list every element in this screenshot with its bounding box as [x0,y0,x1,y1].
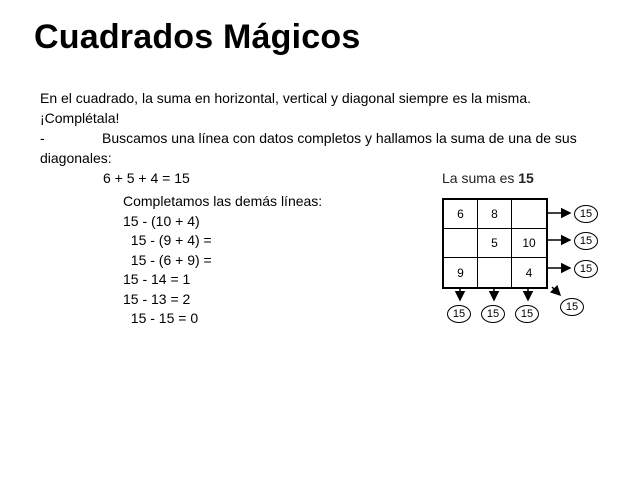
col-sum-oval: 15 [481,305,505,323]
grid-cell: 6 [444,200,478,229]
grid-cell: 5 [478,229,512,258]
step-line: 15 - 15 = 0 [123,310,199,326]
grid-cell [512,200,546,229]
col-sum-oval: 15 [515,305,539,323]
step-line: 15 - (6 + 9) = [123,251,212,268]
bullet-text: Buscamos una línea con datos completos y hallamos la suma de una de sus [102,130,577,146]
grid-cell [444,229,478,258]
sum-label: La suma es 15 [442,170,534,186]
step-line: 15 - 13 = 2 [123,290,191,307]
bullet-marker: - [40,130,45,146]
row-sum-oval: 15 [574,232,598,250]
bullet-continuation: diagonales: [40,150,112,166]
row-sum-oval: 15 [574,205,598,223]
grid-cell [478,258,512,287]
col-sum-oval: 15 [447,305,471,323]
row-sum-oval: 15 [574,260,598,278]
intro-line-2: ¡Complétala! [40,110,120,126]
slide-title: Cuadrados Mágicos [34,18,361,56]
sum-value: 15 [518,170,534,186]
bullet-line [40,128,620,148]
magic-square-grid [442,198,548,289]
step-line: 15 - (10 + 4) [123,212,200,229]
step-line: 15 - 14 = 1 [123,271,191,287]
steps-block [123,192,322,329]
intro-line-1: En el cuadrado, la suma en horizontal, vertical y diagonal siempre es la misma. [40,90,532,106]
grid-cell: 8 [478,200,512,229]
diag-sum-oval: 15 [560,298,584,316]
diagonal-equation: 6 + 5 + 4 = 15 [103,170,190,186]
grid-cell: 4 [525,265,533,280]
steps-heading: Completamos las demás líneas: [123,193,323,209]
grid-cell: 10 [512,229,546,258]
step-line: 15 - (9 + 4) = [123,232,212,248]
diag-arrow-icon [552,287,560,295]
grid-cell: 9 [444,258,478,287]
